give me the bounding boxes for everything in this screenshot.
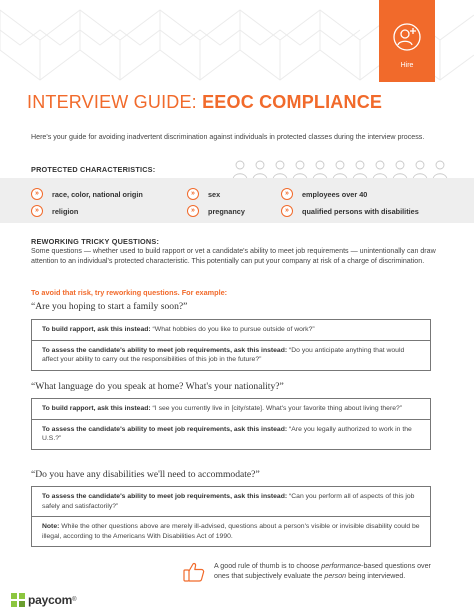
protected-heading: PROTECTED CHARACTERISTICS: [31,165,156,174]
answer-lead: To build rapport, ask this instead: [42,326,151,333]
reworking-heading: REWORKING TRICKY QUESTIONS: [31,237,160,246]
chevron-right-icon: » [187,188,199,200]
tip-text [214,561,440,581]
answer-text: “Do you anticipate anything that would affect your ability to carry out the responsibilities of this job in the future?” [42,346,405,364]
question-box [31,486,431,547]
title-part-2: EEOC COMPLIANCE [202,92,383,112]
chevron-right-icon: » [31,188,43,200]
chevron-right-icon: » [187,205,199,217]
question-title: “Do you have any disabilities we'll need to accommodate?” [31,469,260,480]
tip-emphasis: person [324,572,347,580]
protected-item-label: qualified persons with disabilities [302,206,419,216]
chevron-right-icon: » [31,205,43,217]
protected-item [281,205,419,217]
chevron-right-icon: » [281,205,293,217]
answer-row [32,320,430,340]
title-part-1: INTERVIEW GUIDE: [27,92,197,112]
tip-part: A good rule of thumb is to choose [214,562,322,570]
tip-emphasis: performance [321,562,362,570]
thumbs-up-icon [183,562,205,582]
protected-item [187,188,220,200]
paycom-logo-text: paycom [28,593,73,607]
protected-band [0,178,474,223]
tip-part: being interviewed. [346,572,406,580]
answer-lead: To build rapport, ask this instead: [42,405,151,412]
person-plus-icon [392,22,422,52]
answer-text: “Are you legally authorized to work in the U.S.?” [42,425,412,443]
paycom-logo [11,593,77,607]
answer-lead: Note: [42,523,60,531]
protected-item-label: employees over 40 [302,189,368,199]
people-icons [231,158,451,180]
hire-label: Hire [400,62,414,69]
answer-row [32,419,430,449]
answer-row [32,487,430,516]
paycom-logo-mark-icon [11,593,25,607]
reworking-body: Some questions — whether used to build rapport or vet a candidate's ability to meet job requirements — unintentionally can draw attention to an individual's protected characteristic. This potentially can put your company at risk of a charge of discrimination. [31,247,436,265]
protected-item-label: race, color, national origin [52,189,143,199]
hire-badge [379,0,435,82]
protected-item [31,205,78,217]
tip-part: -based questions over ones that subjectively evaluate the [214,562,431,580]
question-box [31,319,431,371]
answer-row [32,399,430,419]
answer-lead: To assess the candidate's ability to meet job requirements, ask this instead: [42,346,288,354]
answer-text: While the other questions above are merely ill-advised, questions about a person's visible or invisible disability could be illegal, according to the Americans With Disabilities Act of 1990. [42,523,420,540]
protected-item [187,205,245,217]
question-box [31,398,431,450]
page-title [27,92,382,113]
answer-lead: To assess the candidate's ability to meet job requirements, ask this instead: [42,425,288,433]
question-title: “Are you hoping to start a family soon?” [31,301,188,312]
protected-item [281,188,367,200]
answer-row [32,340,430,370]
registered-mark: ® [72,597,77,603]
risk-line: To avoid that risk, try reworking questions. For example: [31,288,228,297]
answer-row [32,516,430,546]
protected-item-label: sex [208,189,221,199]
intro-text: Here's your guide for avoiding inadvertent discrimination against individuals in protected classes during the interview process. [31,133,425,141]
question-title: “What language do you speak at home? What's your nationality?” [31,381,284,392]
answer-text: “What hobbies do you like to pursue outside of work?” [150,326,315,333]
protected-item-label: religion [52,206,79,216]
protected-item [31,188,143,200]
answer-text: “I see you currently live in [city/state]. What's your favorite thing about living there?” [150,405,403,412]
answer-lead: To assess the candidate's ability to meet job requirements, ask this instead: [42,493,288,500]
chevron-right-icon: » [281,188,293,200]
answer-text: “Can you perform all of aspects of this job safely and satisfactorily?” [42,493,415,510]
protected-item-label: pregnancy [208,206,245,216]
